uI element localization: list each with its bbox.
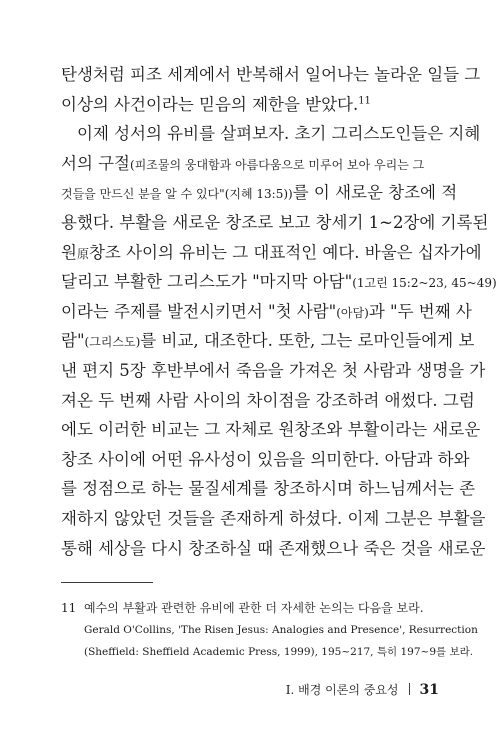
text-span: 탄생처럼 피조 세계에서 반복해서 일어나는 놀라운 일들 그 xyxy=(61,65,481,84)
section-title: I. 배경 이론의 중요성 xyxy=(285,683,399,697)
text-span: 창조 사이에 어떤 유사성이 있음을 의미한다. 아담과 하와 xyxy=(61,449,470,469)
text-line xyxy=(61,178,458,208)
text-line xyxy=(61,534,486,564)
text-span: 서의 구절 xyxy=(61,153,131,173)
text-span-small: (피조물의 웅대함과 아름다움으로 미루어 보아 우리는 그 xyxy=(130,157,425,172)
text-span: 달리고 부활한 그리스도가 "마지막 아담" xyxy=(61,272,353,292)
footnote-reference[interactable]: 11 xyxy=(358,95,371,107)
text-line xyxy=(61,386,475,416)
text-line xyxy=(61,504,486,534)
text-span: 용했다. 부활을 새로운 창조로 보고 창세기 1~2장에 기록된 xyxy=(61,212,489,232)
text-line xyxy=(61,474,476,504)
text-line xyxy=(61,297,472,327)
footnote-line: Gerald O'Collins, 'The Risen Jesus: Analogies and Presence', Resurrection xyxy=(84,624,478,636)
text-span: 재하지 않았던 것들을 존재하게 하셨다. 이제 그분은 부활을 xyxy=(61,508,486,528)
text-line xyxy=(61,267,497,297)
text-span-small: (아담) xyxy=(336,305,369,320)
text-line xyxy=(61,326,475,356)
text-span: 과 "두 번째 사 xyxy=(368,301,472,321)
text-span: 를 비교, 대조한다. 또한, 그는 로마인들에게 보 xyxy=(140,331,475,351)
text-span: 원 xyxy=(61,242,77,262)
text-span-small: (그리스도) xyxy=(84,335,141,350)
text-span: 창조 사이의 유비는 그 대표적인 예다. 바울은 십자가에 xyxy=(88,242,482,262)
footnote-text xyxy=(84,597,478,663)
text-line xyxy=(61,90,439,120)
text-line xyxy=(61,149,439,179)
text-span: 람" xyxy=(61,331,85,351)
page-number: 31 xyxy=(419,682,439,698)
text-span-small: (지혜 13:5)) xyxy=(224,187,293,202)
text-line xyxy=(61,415,481,445)
text-line xyxy=(61,119,481,149)
text-span-small: (1고린 15:2~23, 45~49) xyxy=(352,276,497,291)
text-line xyxy=(61,356,486,386)
text-span: 에도 이러한 비교는 그 자체로 원창조와 부활이라는 새로운 xyxy=(61,420,481,440)
text-line xyxy=(61,208,489,238)
text-span: 를 이 새로운 창조에 적 xyxy=(292,183,458,203)
text-span-small: 原 xyxy=(76,246,89,261)
footnote-line: (Sheffield: Sheffield Academic Press, 1999), 195~217, 특히 197~9를 보라. xyxy=(84,646,474,658)
footnote-line: 예수의 부활과 관련한 유비에 관한 더 자세한 논의는 다음을 보라. xyxy=(84,601,424,615)
text-span: 져온 두 번째 사람 사이의 차이점을 강조하려 애썼다. 그럼 xyxy=(61,390,475,410)
footer-separator xyxy=(409,683,410,695)
footnote-number: 11 xyxy=(61,601,77,615)
text-span: 낸 편지 5장 후반부에서 죽음을 가져온 첫 사람과 생명을 가 xyxy=(61,360,486,380)
text-line xyxy=(61,238,482,268)
text-span: 통해 세상을 다시 창조하실 때 존재했으나 죽은 것을 새로운 xyxy=(61,538,486,558)
text-line xyxy=(61,445,470,475)
text-span-small: 것들을 만드신 분을 알 수 있다" xyxy=(61,187,225,202)
running-footer xyxy=(286,680,439,700)
text-span: 이라는 주제를 발전시키면서 "첫 사람" xyxy=(61,301,337,321)
text-line xyxy=(61,60,481,90)
footnote-divider xyxy=(61,582,153,583)
body-text xyxy=(61,60,497,563)
text-span: 이상의 사건이라는 믿음의 제한을 받았다. xyxy=(61,94,359,114)
text-span: 를 정점으로 하는 물질세계를 창조하시며 하느님께서는 존 xyxy=(61,479,476,499)
text-span: 이제 성서의 유비를 살펴보자. 초기 그리스도인들은 지혜 xyxy=(77,124,481,144)
